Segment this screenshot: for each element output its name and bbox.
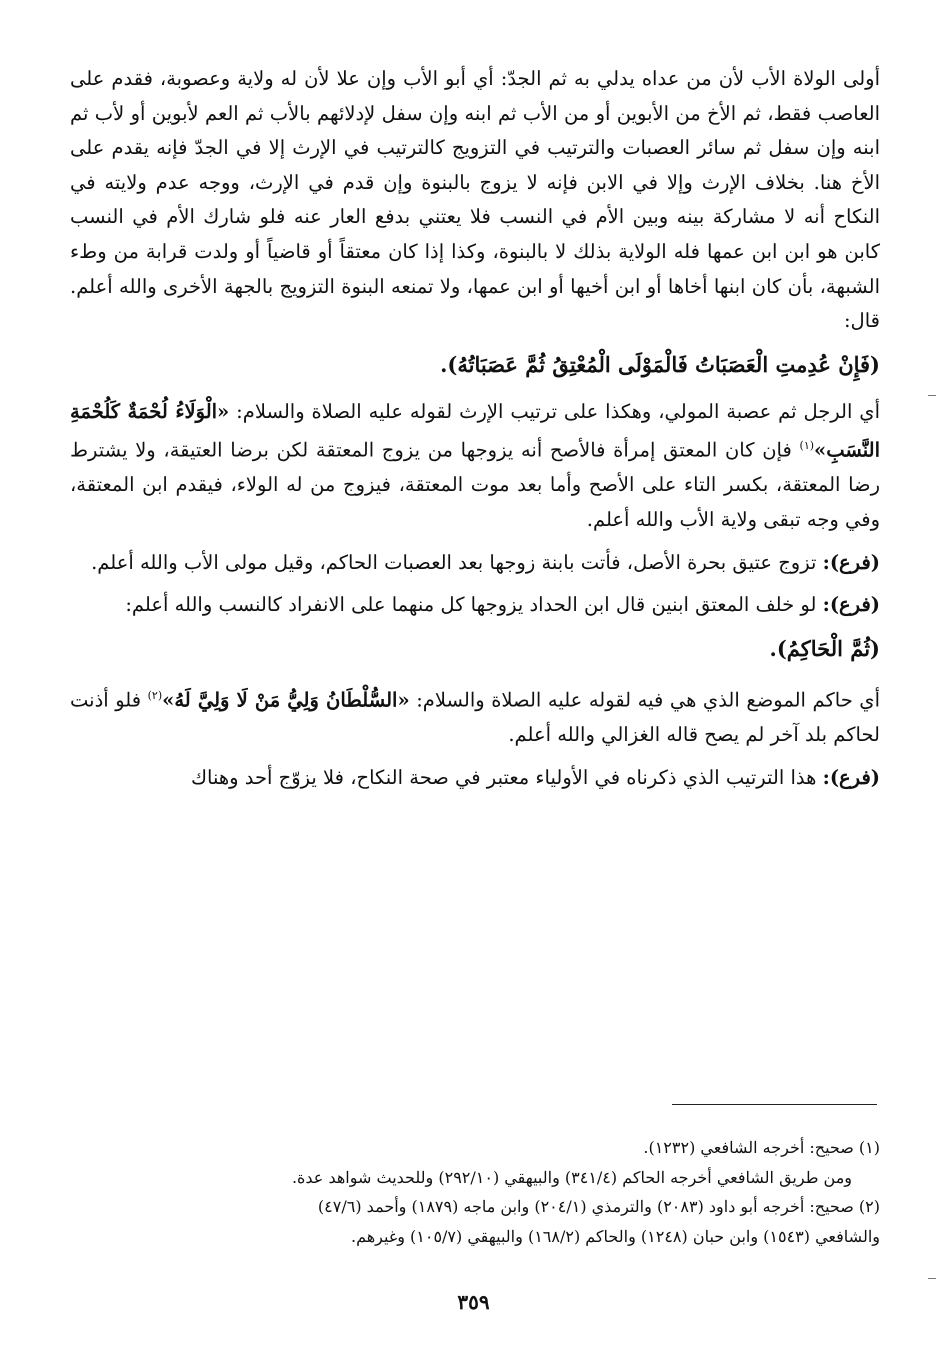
paragraph-awla-al-wulat: أولى الولاة الأب لأن من عداه يدلي به ثم الجدّ: أي أبو الأب وإن علا لأن له ولاية وعصوبة، فقدم على العاصب فقط، ثم الأخ من الأبوين أو من الأب ثم ابنه وإن سفل لإدلائهم بالأب ثم العم لأبوين أو لأب ثم ابنه وإن سفل ثم سائر العصبات والترتيب في التزويج كالترتيب في الإرث إلا في الجدّ فإنه يقدم على الأخ هنا. بخلاف الإرث وإلا في الابن فإنه لا يزوج بالبنوة وإن قدم في الإرث، ووجه عدم ولايته في النكاح أنه لا مشاركة بينه وبين الأم في النسب فلا يعتني بدفع العار عنه فلو شارك الأم في النسب كابن هو ابن ابن عمها فله الولاية بذلك لا بالبنوة، وكذا إذا كان معتقاً أو قاضياً أو ولدت قرابة من وطء الشبهة، بأن كان ابنها أخاها أو ابن أخيها أو ابن عمها، ولا تمنعه البنوة التزويج بالجهة الأخرى والله أعلم. قال: [70, 67, 880, 333]
paragraph-hakim-al-mawdi [70, 679, 880, 753]
text-segment: تزوج عتيق بحرة الأصل، فأتت بابنة زوجها بعد العصبات الحاكم، وقيل مولى الأب والله أعلم. [91, 550, 817, 574]
footnotes [80, 1133, 880, 1251]
paragraph-al-wala [70, 395, 880, 538]
hadith-al-wala: «الْوَلَاءُ لُحْمَةٌ كَلُحْمَةِ النَّسَبِ» [70, 399, 881, 462]
footnote-1-continued: ومن طريق الشافعي أخرجه الحاكم (٣٤١/٤) والبيهقي (٢٩٢/١٠) وللحديث شواهد عدة. [291, 1167, 852, 1187]
paragraph-far-3 [70, 761, 880, 796]
footnote-2-continued: والشافعي (١٥٤٣) وابن حبان (١٢٤٨) والحاكم (١٦٨/٢) والبيهقي (١٠٥/٧) وغيرهم. [351, 1226, 880, 1246]
text-segment: لو خلف المعتق ابنين قال ابن الحداد يزوجها كل منهما على الانفراد كالنسب والله أعلم: [125, 593, 817, 617]
scan-mark [928, 395, 936, 396]
text-segment: فإن كان المعتق إمرأة فالأصح أنه يزوجها من يزوج المعتقة لكن برضا العتيقة، ولا يشترط رضا المعتقة، بكسر التاء على الأصح وأما بعد موت المعتقة، فيزوج من له الولاء، فيقدم ابن المعتقة، وفي وجه تبقى ولاية الأب والله أعلم. [70, 438, 880, 532]
text-segment: فلو أذنت لحاكم بلد آخر لم يصح قاله الغزالي والله أعلم. [70, 688, 880, 746]
paragraph-far-2 [70, 588, 880, 623]
text-segment: أي حاكم الموضع الذي هي فيه لقوله عليه الصلاة والسلام: [416, 688, 880, 712]
text-segment: أي الرجل ثم عصبة المولي، وهكذا على ترتيب الإرث لقوله عليه الصلاة والسلام: [236, 399, 880, 423]
hadith-al-sultan: «السُّلْطَانُ وَلِيُّ مَنْ لَا وَلِيَّ لَهُ» [162, 688, 410, 712]
footnote-1: (١) صحيح: أخرجه الشافعي (١٢٣٢). [643, 1138, 880, 1157]
far-label: (فرع): [822, 765, 880, 789]
far-label: (فرع): [822, 550, 880, 574]
footnote-ref-2: (٢) [147, 688, 163, 702]
footnote-divider [672, 1104, 877, 1105]
page-number: ٣٥٩ [457, 1290, 490, 1314]
page-body [70, 62, 880, 795]
far-label: (فرع): [822, 593, 880, 617]
matn-thumma-al-hakim: (ثُمَّ الْحَاكِمُ). [769, 635, 880, 661]
paragraph-far-1 [70, 546, 880, 581]
scan-mark [928, 1278, 936, 1279]
footnote-ref-1: (١) [799, 439, 815, 453]
footnote-2: (٢) صحيح: أخرجه أبو داود (٢٠٨٣) والترمذي (٢٠٤/١) وابن ماجه (١٨٧٩) وأحمد (٤٧/٦) [317, 1197, 880, 1216]
matn-fa-in-udimat: (فَإِنْ عُدِمتِ الْعَصَبَاتُ فَالْمَوْلَى الْمُعْتِقُ ثُمَّ عَصَبَاتُهُ). [440, 351, 880, 377]
text-segment: هذا الترتيب الذي ذكرناه في الأولياء معتبر في صحة النكاح، فلا يزوّج أحد وهناك [190, 765, 817, 789]
